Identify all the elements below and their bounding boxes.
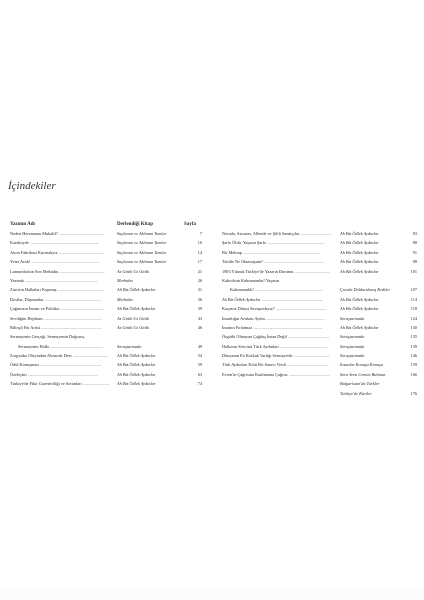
page-edge xyxy=(0,584,424,600)
toc-row-title: Neruda, Asturias, Allende ve Şilili Sanatçılar xyxy=(222,231,300,236)
toc-row-book: Ah Biz Ödlek Aydınlar xyxy=(117,306,156,312)
toc-row-title: Kahrolsun Kahramanlar! Yaşasın xyxy=(222,277,279,283)
toc-row-page: 74 xyxy=(197,381,202,387)
toc-row[interactable] xyxy=(222,267,417,276)
leader-dots: ...................................................................... xyxy=(40,362,102,368)
toc-row-page: 17 xyxy=(197,259,202,265)
page-title: İçindekiler xyxy=(8,180,56,192)
toc-row-page: 91 xyxy=(412,249,417,255)
toc-row-title: Yazmak xyxy=(10,277,24,283)
toc-row-title: Çağımızın İnsanı ve Politika xyxy=(10,306,60,312)
toc-row-title: Sevdiğim Hepburn xyxy=(10,315,43,321)
leader-dots: .................................................................. xyxy=(267,240,325,246)
toc-left-column xyxy=(10,229,202,389)
toc-row[interactable] xyxy=(222,360,417,369)
leader-dots: .................................................................. xyxy=(44,315,102,321)
leader-dots: ..................................................................... xyxy=(41,324,102,330)
toc-row-title: Özeleştiri xyxy=(10,371,27,377)
toc-row-book: Bulgaristan'da Türkler xyxy=(340,381,380,387)
toc-row-book: Ah Biz Ödlek Aydınlar xyxy=(117,353,156,359)
toc-row[interactable] xyxy=(222,323,417,332)
leader-dots: .................................................... xyxy=(59,249,105,255)
toc-row-book: Sora Sora Cennet Bulunur xyxy=(340,371,386,377)
toc-row-page: 176 xyxy=(410,390,417,396)
toc-row-page: 7 xyxy=(199,231,202,236)
toc-row-page: 135 xyxy=(410,334,417,340)
toc-row[interactable] xyxy=(222,332,417,341)
toc-row-title: Kahramanlık! xyxy=(230,287,254,293)
toc-row-page: 146 xyxy=(410,353,417,359)
toc-row[interactable] xyxy=(222,257,417,266)
toc-row[interactable] xyxy=(222,370,417,379)
toc-row[interactable] xyxy=(10,370,202,379)
toc-row-book: Ah Biz Ödlek Aydınlar xyxy=(340,306,379,312)
toc-row-title: Ah Biz Ödlek Aydınlar xyxy=(222,296,261,302)
toc-row-page: 124 xyxy=(410,315,417,321)
toc-row-book: Soruşturmada xyxy=(340,334,365,340)
leader-dots: ................................................................................... xyxy=(25,277,98,283)
toc-row-page: 39 xyxy=(197,306,202,312)
toc-row-page: 114 xyxy=(410,296,417,302)
toc-row-title: İnsanlığın Avukatı Aydın xyxy=(222,315,265,321)
toc-row[interactable] xyxy=(222,304,417,313)
leader-dots: .................................................................. xyxy=(44,296,102,302)
toc-row-page: 118 xyxy=(410,306,417,312)
toc-row-title: Sermayenin Halkı xyxy=(18,343,50,349)
leader-dots: ............................................................................. xyxy=(255,287,323,293)
toc-row[interactable] xyxy=(10,360,202,369)
leader-dots: ............................................................................... xyxy=(253,324,323,330)
toc-row[interactable] xyxy=(222,389,417,398)
toc-row[interactable] xyxy=(10,248,202,257)
leader-dots: .................................................... xyxy=(59,268,105,274)
toc-row-title: Karaköyde xyxy=(10,240,29,246)
toc-row[interactable] xyxy=(10,332,202,341)
toc-row-book: Az Gittik Uz Gittik xyxy=(117,268,149,274)
toc-row-book: Türkiye'de Kürtler xyxy=(340,390,372,396)
toc-row-title: Sermayenin Gerçeği, Sermayenin Doğrusu, xyxy=(10,334,85,340)
toc-row-page: 14 xyxy=(197,249,202,255)
toc-row-book: Ah Biz Ödlek Aydınlar xyxy=(117,287,156,293)
toc-row-title: Bilinçli Bir Artist xyxy=(10,324,41,330)
toc-row-page: 139 xyxy=(410,343,417,349)
toc-row[interactable] xyxy=(10,229,202,238)
toc-row-book: Suçlanan ve Aklanan Yazılar xyxy=(117,231,167,236)
toc-row-book: Merhaba xyxy=(117,296,133,302)
toc-row-book: Ah Biz Ödlek Aydınlar xyxy=(117,381,156,387)
toc-row-page: 26 xyxy=(197,277,202,283)
toc-row-title: Zoqçenko Olayından Alınacak Ders xyxy=(10,353,72,359)
leader-dots: ................................................................... xyxy=(266,315,325,321)
leader-dots: .................................................... xyxy=(59,231,105,236)
toc-row-page: 98 xyxy=(412,259,417,265)
toc-row-page: 130 xyxy=(410,324,417,330)
toc-row-title: Türk Aydınları Kötü Bir Sınavı Verdi xyxy=(222,362,286,368)
toc-row-title: Dostlar, Düşmanlar xyxy=(10,296,44,302)
leader-dots: ..................................................................... xyxy=(264,259,325,265)
toc-row-title: Halkının Sözcüsü Türk Aydınları xyxy=(222,343,279,349)
toc-row-book: Ah Biz Ödlek Aydınlar xyxy=(340,268,379,274)
header-book: Derlendiği Kitap xyxy=(117,222,153,227)
toc-row-page: 159 xyxy=(410,362,417,368)
toc-row[interactable] xyxy=(222,314,417,323)
leader-dots: ....................................................................... xyxy=(261,296,324,302)
toc-row-book: Çuvala Doldurulmuş Kediler xyxy=(340,287,391,293)
toc-row-book: Ah Biz Ödlek Aydınlar xyxy=(340,324,379,330)
toc-row[interactable] xyxy=(10,304,202,313)
toc-row-book: Ah Biz Ödlek Aydınlar xyxy=(340,231,379,236)
toc-row-book: Ah Biz Ödlek Aydınlar xyxy=(340,259,379,265)
toc-row-title: Zincirin Halkaları Kopmuş xyxy=(10,287,57,293)
toc-row[interactable] xyxy=(10,379,202,388)
leader-dots: .............................................................................. xyxy=(31,259,100,265)
toc-row-book: Soruşturmada xyxy=(340,353,365,359)
toc-row-book: Suçlanan ve Aklanan Yazılar xyxy=(117,249,167,255)
toc-row-page: 36 xyxy=(197,296,202,302)
toc-row-book: Ah Biz Ödlek Aydınlar xyxy=(340,249,379,255)
toc-row-book: Soruşturmada xyxy=(117,343,142,349)
toc-row-page: 31 xyxy=(197,287,202,293)
toc-row-book: Ah Biz Ödlek Aydınlar xyxy=(117,362,156,368)
leader-dots: ............................................................ xyxy=(50,343,103,349)
toc-row-book: Ah Biz Ödlek Aydınlar xyxy=(340,240,379,246)
toc-row-book: Merhaba xyxy=(117,277,133,283)
toc-row-page: 83 xyxy=(412,231,417,236)
leader-dots: .............................................. xyxy=(289,371,330,377)
toc-row-page: 54 xyxy=(197,353,202,359)
toc-row-book: İnsanlar Konuşa Konuşa xyxy=(340,362,383,368)
toc-row[interactable] xyxy=(222,285,417,294)
toc-row-book: Az Gittik Uz Gittik xyxy=(117,315,149,321)
toc-row-title: Örgütlü Olmayan Çağdaş İnsan Değil xyxy=(222,334,287,340)
toc-row-title: Şarlo Öldü, Yaşasın Şarlo xyxy=(222,240,267,246)
leader-dots: ............................................................................... xyxy=(30,240,100,246)
toc-row-book: Ah Biz Ödlek Aydınlar xyxy=(117,371,156,377)
toc-row-title: Atom Fabrikası Kurmalıyız xyxy=(10,249,58,255)
toc-row-title: Tatilde Ne Okumuşum? xyxy=(222,259,263,265)
toc-row[interactable] xyxy=(222,229,417,238)
toc-row-page: 43 xyxy=(197,315,202,321)
toc-row-title: Lumumba'nın Son Mektubu xyxy=(10,268,59,274)
leader-dots: ................................................... xyxy=(60,306,105,312)
toc-row-page: 166 xyxy=(410,371,417,377)
leader-dots: .......................................................... xyxy=(276,306,327,312)
toc-row[interactable] xyxy=(222,379,417,388)
toc-row-title: İnsanın Fırlatmaz xyxy=(222,324,253,330)
toc-row-book: Soruşturmada xyxy=(340,343,365,349)
toc-row-book: Az Gittik Uz Gittik xyxy=(117,324,149,330)
toc-row-page: 49 xyxy=(197,343,202,349)
leader-dots: ................................................ xyxy=(287,362,329,368)
leader-dots: .......................................... xyxy=(293,353,330,359)
toc-row[interactable] xyxy=(10,323,202,332)
toc-row[interactable] xyxy=(10,238,202,247)
toc-row-title: Neden Herzamanı Muhalif? xyxy=(10,231,58,236)
leader-dots: .............................. xyxy=(83,381,110,387)
toc-row-page: 46 xyxy=(197,324,202,330)
toc-row-title: 1983 Yılında Türkiye'de Yazarın Durumu xyxy=(222,268,294,274)
toc-row-page: 10 xyxy=(197,240,202,246)
leader-dots: ..................................................... xyxy=(58,287,105,293)
toc-row[interactable] xyxy=(222,342,417,351)
toc-row[interactable] xyxy=(10,295,202,304)
toc-row[interactable] xyxy=(222,295,417,304)
leader-dots: ........................................ xyxy=(73,353,108,359)
toc-right-column xyxy=(222,229,417,398)
leader-dots: .................................... xyxy=(300,231,332,236)
toc-row[interactable] xyxy=(10,276,202,285)
toc-row-title: Bir Mektup xyxy=(222,249,242,255)
toc-row-book: Ah Biz Ödlek Aydınlar xyxy=(340,296,379,302)
toc-row-title: Yeter Artık! xyxy=(10,259,31,265)
toc-row-title: Dünyanın En Korkak Varlığı Sermayedir xyxy=(222,353,293,359)
leader-dots: ......................................... xyxy=(294,268,330,274)
toc-row-book: Soruşturmada xyxy=(340,315,365,321)
toc-row-title: Evren'in Çağrısına Katılmama Çağrısı xyxy=(222,371,288,377)
leader-dots: ........................................................................................ xyxy=(243,249,320,255)
toc-row[interactable] xyxy=(10,342,202,351)
header-page: Sayfa xyxy=(184,222,196,227)
toc-row[interactable] xyxy=(10,267,202,276)
toc-row-book: Suçlanan ve Aklanan Yazılar xyxy=(117,259,167,265)
toc-row[interactable] xyxy=(222,351,417,360)
toc-row-book: Suçlanan ve Aklanan Yazılar xyxy=(117,240,167,246)
toc-row[interactable] xyxy=(222,238,417,247)
toc-row-page: 59 xyxy=(197,362,202,368)
toc-row[interactable] xyxy=(222,276,417,285)
toc-row-page: 101 xyxy=(410,268,417,274)
toc-row-page: 88 xyxy=(412,240,417,246)
toc-row-title: Kaçımız Dünya Savaşındayız? xyxy=(222,306,275,312)
leader-dots: ............................................... xyxy=(288,334,330,340)
header-title: Yazının Adı xyxy=(10,222,35,227)
leader-dots: ................................................................................ xyxy=(28,371,98,377)
toc-row[interactable] xyxy=(10,314,202,323)
toc-row-title: Türkiye'de Fikir Gazeteciliği ve Sorunları xyxy=(10,381,82,387)
toc-row[interactable] xyxy=(10,257,202,266)
toc-row[interactable] xyxy=(10,285,202,294)
toc-row-page: 107 xyxy=(410,287,417,293)
toc-row-page: 63 xyxy=(197,371,202,377)
toc-row-title: Ödül Konuşması xyxy=(10,362,40,368)
leader-dots: ...................................................... xyxy=(280,343,328,349)
toc-row[interactable] xyxy=(222,248,417,257)
toc-row[interactable] xyxy=(10,351,202,360)
toc-row-page: 21 xyxy=(197,268,202,274)
